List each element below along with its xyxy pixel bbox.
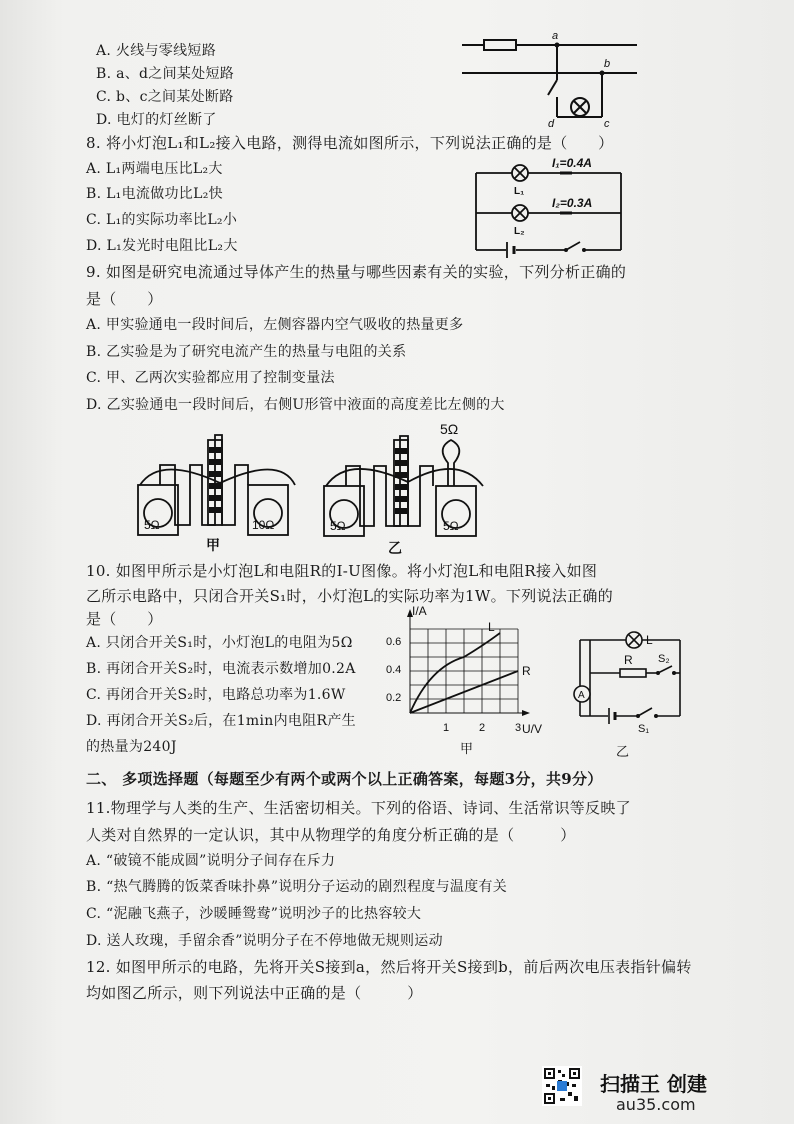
q10-graph-xtick-3: 3	[515, 722, 522, 734]
q7-label-a: a	[552, 30, 559, 42]
q10-graph-ytick-02: 0.2	[386, 692, 402, 704]
q10-graph-caption: 甲	[460, 741, 474, 756]
q10-option-d-continued: 的热量为240J	[86, 739, 177, 755]
q10-circuit-ammeter: A	[578, 690, 585, 701]
q7-option-d: D. 电灯的灯丝断了	[96, 112, 217, 128]
q9-caption-jia: 甲	[206, 537, 220, 553]
q8-option-a: A. L₁两端电压比L₂大	[86, 161, 223, 177]
q10-graph-curve-r: R	[522, 664, 531, 678]
q10-circuit-label-r: R	[624, 653, 633, 667]
q10-circuit-caption: 乙	[616, 744, 630, 759]
q8-label-l2: L₂	[514, 226, 525, 237]
q10-circuit-figure	[570, 628, 690, 758]
q10-option-d: D. 再闭合开关S₂后，在1min内电阻R产生	[86, 713, 356, 729]
section2-heading: 二、 多项选择题（每题至少有两个或两个以上正确答案，每题3分，共9分）	[86, 770, 603, 788]
q11-stem-line2: 人类对自然界的一定认识，其中从物理学的角度分析正确的是（ ）	[86, 826, 576, 844]
q10-circuit-label-s2: S₂	[658, 653, 670, 665]
q7-label-b: b	[604, 58, 611, 70]
watermark-url: au35.com	[616, 1095, 696, 1114]
q7-label-d: d	[548, 118, 555, 130]
q9-stem-line2: 是（ ）	[86, 290, 163, 308]
q8-label-i2: I₂=0.3A	[552, 196, 593, 210]
q7-circuit-figure	[462, 30, 642, 130]
q9-figure-yi	[318, 418, 498, 568]
q9-figure-jia	[130, 425, 300, 555]
q8-circuit-figure	[476, 158, 626, 253]
q8-option-d: D. L₁发光时电阻比L₂大	[86, 238, 238, 254]
watermark-brand: 扫描王 创建	[600, 1072, 707, 1096]
q10-graph-ytick-04: 0.4	[386, 664, 402, 676]
q11-option-d: D. 送人玫瑰，手留余香”说明分子在不停地做无规则运动	[86, 933, 443, 949]
q10-circuit-label-l: L	[646, 633, 653, 647]
q8-label-i1: I₁=0.4A	[552, 156, 592, 170]
q9-option-d: D. 乙实验通电一段时间后，右侧U形管中液面的高度差比左侧的大	[86, 397, 505, 413]
q9-option-b: B. 乙实验是为了研究电流产生的热量与电阻的关系	[86, 344, 407, 360]
q11-stem-line1: 11.物理学与人类的生产、生活密切相关。下列的俗语、诗词、生活常识等反映了	[86, 799, 631, 817]
q9-caption-yi: 乙	[388, 540, 402, 556]
q10-circuit-label-s1: S₁	[638, 723, 650, 735]
q9-yi-right-resistor: 5Ω	[443, 519, 459, 533]
q9-jia-right-resistor: 10Ω	[252, 518, 275, 532]
q7-option-a: A. 火线与零线短路	[96, 43, 217, 59]
q10-stem-line3: 是（ ）	[86, 610, 163, 628]
qr-code-icon	[542, 1066, 582, 1106]
q11-option-b: B. “热气腾腾的饭菜香味扑鼻”说明分子运动的剧烈程度与温度有关	[86, 879, 508, 895]
q10-graph-ytick-06: 0.6	[386, 636, 402, 648]
q10-graph-xtick-1: 1	[443, 722, 450, 734]
q10-option-a: A. 只闭合开关S₁时，小灯泡L的电阻为5Ω	[86, 635, 353, 651]
q8-option-b: B. L₁电流做功比L₂快	[86, 186, 223, 202]
q9-yi-top-resistor: 5Ω	[440, 421, 459, 437]
q10-graph-xtick-2: 2	[479, 722, 486, 734]
q9-jia-left-resistor: 5Ω	[144, 518, 160, 532]
q11-option-a: A. “破镜不能成圆”说明分子间存在斥力	[86, 853, 336, 869]
q7-label-c: c	[604, 118, 610, 130]
q10-graph-xlabel: U/V	[522, 722, 543, 736]
q10-stem-line1: 10. 如图甲所示是小灯泡L和电阻R的I-U图像。将小灯泡L和电阻R接入如图	[86, 562, 598, 580]
q8-label-l1: L₁	[514, 186, 525, 197]
q8-option-c: C. L₁的实际功率比L₂小	[86, 212, 238, 228]
q10-graph-curve-l: L	[488, 620, 495, 634]
q9-option-a: A. 甲实验通电一段时间后，左侧容器内空气吸收的热量更多	[86, 317, 464, 333]
q11-option-c: C. “泥融飞燕子，沙暖睡鸳鸯”说明沙子的比热容较大	[86, 906, 422, 922]
q10-stem-line2: 乙所示电路中，只闭合开关S₁时，小灯泡L的实际功率为1W。下列说法正确的	[86, 587, 614, 605]
q9-yi-left-resistor: 5Ω	[330, 519, 346, 533]
q9-stem-line1: 9. 如图是研究电流通过导体产生的热量与哪些因素有关的实验，下列分析正确的	[86, 263, 627, 281]
q10-iu-graph	[380, 604, 543, 756]
q10-option-c: C. 再闭合开关S₂时，电路总功率为1.6W	[86, 687, 346, 703]
q10-graph-ylabel: I/A	[412, 604, 427, 618]
q7-option-c: C. b、c之间某处断路	[96, 89, 234, 105]
q12-stem-line1: 12. 如图甲所示的电路，先将开关S接到a，然后将开关S接到b，前后两次电压表指针偏转	[86, 958, 692, 976]
q7-option-b: B. a、d之间某处短路	[96, 66, 235, 82]
q9-option-c: C. 甲、乙两次实验都应用了控制变量法	[86, 370, 335, 386]
q8-stem: 8. 将小灯泡L₁和L₂接入电路，测得电流如图所示，下列说法正确的是（ ）	[86, 134, 614, 152]
q12-stem-line2: 均如图乙所示，则下列说法中正确的是（ ）	[86, 984, 423, 1002]
q10-option-b: B. 再闭合开关S₂时，电流表示数增加0.2A	[86, 661, 356, 677]
